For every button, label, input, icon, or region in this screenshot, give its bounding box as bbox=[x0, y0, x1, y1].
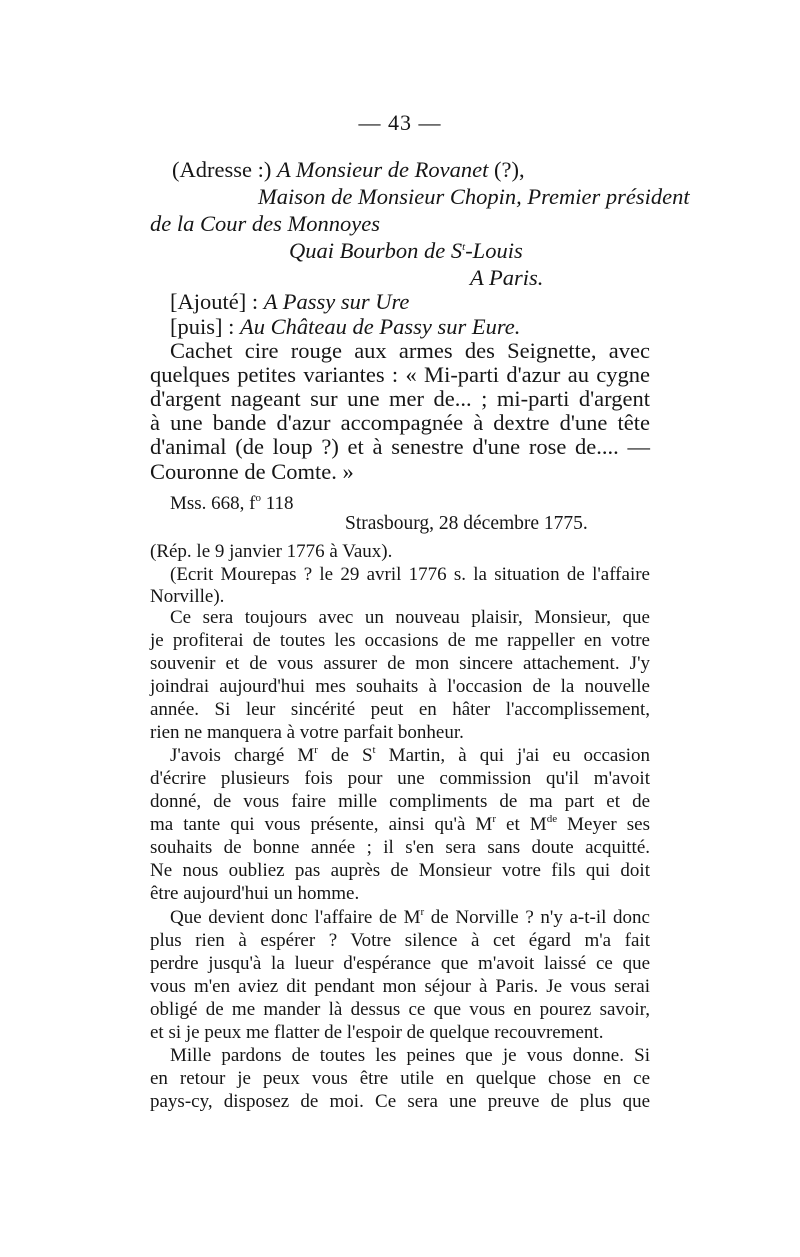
letter-p4-line-1: Mille pardons de toutes les peines que je vous donne. Si bbox=[170, 1045, 650, 1066]
address-line-4: Quai Bourbon de $S^t$-Louis bbox=[289, 238, 523, 263]
letter-p1-line-2: je profiterai de toutes les occasions de me rappeller en votre bbox=[150, 630, 650, 651]
letter-p3-line-3: perdre jusqu'à la lueur d'espérance que m'avoit laissé ce que bbox=[150, 953, 650, 974]
seal-line-2: quelques petites variantes : « Mi-parti d'azur au cygne bbox=[150, 362, 650, 387]
seal-line-5: d'animal (de loup ?) et à senestre d'une rose de.... — bbox=[150, 434, 650, 459]
letter-p1-line-4: joindrai aujourd'hui mes souhaits à l'occasion de la nouvelle bbox=[150, 676, 650, 697]
seal-line-6: Couronne de Comte. » bbox=[150, 459, 354, 484]
letter-p2-line-1: J'avois chargé $M^r$ de $S^t$ Martin, à qui j'ai eu occasion bbox=[170, 744, 650, 766]
manuscript-reference: Mss. 668, $f^o$ 118 bbox=[170, 492, 294, 514]
letter-p1-line-1: Ce sera toujours avec un nouveau plaisir, Monsieur, que bbox=[170, 607, 650, 628]
letter-p4-line-3: pays-cy, disposez de moi. Ce sera une preuve de plus que bbox=[150, 1091, 650, 1112]
written-note-line-2: Norville). bbox=[150, 586, 225, 607]
page-number: — 43 — bbox=[358, 110, 442, 135]
letter-p3-line-5: obligé de me mander là dessus ce que vous en pourez savoir, bbox=[150, 999, 650, 1020]
address-line-1 bbox=[172, 156, 525, 183]
letter-p2-line-7: être aujourd'hui un homme. bbox=[150, 883, 360, 904]
letter-p2-line-3: donné, de vous faire mille compliments de ma part et de bbox=[150, 791, 650, 812]
address-line-7: [puis] : Au Château de Passy sur Eure. bbox=[170, 314, 521, 339]
place-date: Strasbourg, 28 décembre 1775. bbox=[345, 513, 588, 534]
letter-p3-line-2: plus rien à espérer ? Votre silence à cet égard m'a fait bbox=[150, 930, 650, 951]
letter-p3-line-6: et si je peux me flatter de l'espoir de quelque recouvrement. bbox=[150, 1022, 604, 1043]
letter-p2-line-2: d'écrire plusieurs fois pour une commission qu'il m'avoit bbox=[150, 768, 650, 789]
address-line-2: Maison de Monsieur Chopin, Premier président bbox=[258, 184, 690, 209]
seal-line-3: d'argent nageant sur une mer de... ; mi-parti d'argent bbox=[150, 386, 650, 411]
address-line-5: A Paris. bbox=[470, 265, 544, 290]
letter-p2-line-4: ma tante qui vous présente, ainsi qu'à $M^r$ et Mde Meyer ses bbox=[150, 813, 650, 835]
letter-p3-line-4: vous m'en aviez dit pendant mon séjour à Paris. Je vous serai bbox=[150, 976, 650, 997]
address-query: (?), bbox=[494, 157, 525, 182]
letter-p1-line-3: souvenir et de vous assurer de mon sincere attachement. J'y bbox=[150, 653, 650, 674]
seal-line-4: à une bande d'azur accompagnée à dextre d'une tête bbox=[150, 410, 650, 435]
letter-p3-line-1: Que devient donc l'affaire de $M^r$ de Norville ? n'y a-t-il donc bbox=[170, 906, 650, 928]
address-recipient: A Monsieur de Rovanet bbox=[276, 157, 489, 182]
address-label: (Adresse :) bbox=[172, 157, 272, 182]
letter-p1-line-6: rien ne manquera à votre parfait bonheur. bbox=[150, 722, 464, 743]
written-note-line-1: (Ecrit Mourepas ? le 29 avril 1776 s. la situation de l'affaire bbox=[170, 564, 650, 585]
reply-note: (Rép. le 9 janvier 1776 à Vaux). bbox=[150, 541, 393, 562]
address-line-6: [Ajouté] : A Passy sur Ure bbox=[170, 289, 410, 314]
letter-p4-line-2: en retour je peux vous être utile en quelque chose en ce bbox=[150, 1068, 650, 1089]
letter-p2-line-6: Ne nous oubliez pas auprès de Monsieur votre fils qui doit bbox=[150, 860, 650, 881]
seal-line-1: Cachet cire rouge aux armes des Seignette, avec bbox=[170, 338, 650, 363]
address-line-3: de la Cour des Monnoyes bbox=[150, 211, 380, 236]
letter-p1-line-5: année. Si leur sincérité peut en hâter l'accomplissement, bbox=[150, 699, 650, 720]
letter-p2-line-5: souhaits de bonne année ; il s'en sera sans doute acquitté. bbox=[150, 837, 650, 858]
